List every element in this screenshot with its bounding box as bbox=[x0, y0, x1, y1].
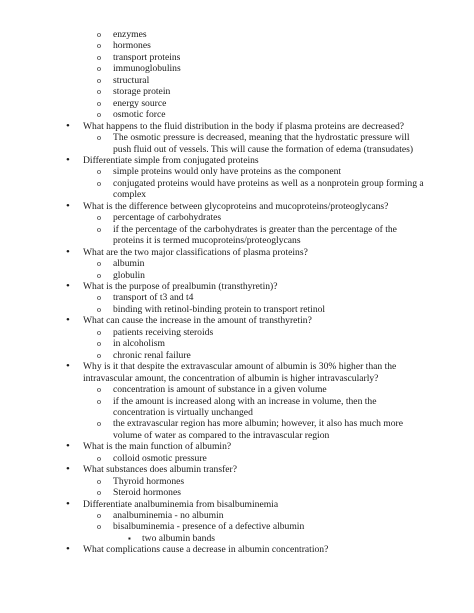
outline-line-level-2 bbox=[0, 407, 474, 418]
outline-line-level-2 bbox=[0, 132, 474, 143]
outline-line-level-2 bbox=[0, 453, 474, 464]
outline-line-level-2 bbox=[0, 430, 474, 441]
outline-line-level-2 bbox=[0, 384, 474, 395]
line-text: What substances does albumin transfer? bbox=[83, 464, 237, 476]
outline-line-level-2 bbox=[0, 224, 474, 235]
line-text: What is the main function of albumin? bbox=[83, 441, 232, 453]
line-text: Differentiate analbuminemia from bisalbuminemia bbox=[83, 498, 279, 510]
bullet-icon: • bbox=[66, 463, 70, 476]
line-text: Steroid hormones bbox=[113, 487, 181, 499]
outline-line-level-2 bbox=[0, 40, 474, 51]
circle-bullet-icon: o bbox=[97, 293, 101, 303]
outline-line-level-2 bbox=[0, 327, 474, 338]
circle-bullet-icon: o bbox=[97, 75, 101, 85]
line-text: if the percentage of the carbohydrates is greater than the percentage of the bbox=[113, 223, 397, 235]
outline-line-level-2 bbox=[0, 292, 474, 303]
outline-line-level-1 bbox=[0, 201, 474, 212]
outline-line-level-2 bbox=[0, 396, 474, 407]
outline-line-level-3 bbox=[0, 533, 474, 544]
outline-list bbox=[0, 29, 474, 556]
line-text: volume of water as compared to the intravascular region bbox=[113, 429, 330, 441]
circle-bullet-icon: o bbox=[97, 259, 101, 269]
outline-line-level-1 bbox=[0, 247, 474, 258]
line-text: conjugated proteins would have proteins as well as a nonprotein group forming a bbox=[113, 177, 424, 189]
outline-line-level-2 bbox=[0, 510, 474, 521]
outline-line-level-2 bbox=[0, 212, 474, 223]
line-text: What can cause the increase in the amount of transthyretin? bbox=[83, 315, 312, 327]
outline-line-level-2 bbox=[0, 521, 474, 532]
outline-line-level-1 bbox=[0, 121, 474, 132]
circle-bullet-icon: o bbox=[97, 339, 101, 349]
circle-bullet-icon: o bbox=[97, 98, 101, 108]
outline-line-level-1 bbox=[0, 544, 474, 555]
circle-bullet-icon: o bbox=[97, 87, 101, 97]
line-text: patients receiving steroids bbox=[113, 326, 214, 338]
circle-bullet-icon: o bbox=[97, 133, 101, 143]
circle-bullet-icon: o bbox=[97, 213, 101, 223]
outline-line-level-2 bbox=[0, 29, 474, 40]
line-text: the extravascular region has more albumin; however, it also has much more bbox=[113, 418, 403, 430]
outline-line-level-1 bbox=[0, 464, 474, 475]
line-text: bisalbuminemia - presence of a defective albumin bbox=[113, 521, 305, 533]
outline-line-level-2 bbox=[0, 476, 474, 487]
outline-line-level-2 bbox=[0, 418, 474, 429]
line-text: What is the difference between glycoproteins and mucoproteins/proteoglycans? bbox=[83, 200, 389, 212]
circle-bullet-icon: o bbox=[97, 52, 101, 62]
circle-bullet-icon: o bbox=[97, 41, 101, 51]
line-text: What happens to the fluid distribution in the body if plasma proteins are decreased? bbox=[83, 120, 405, 132]
line-text: The osmotic pressure is decreased, meaning that the hydrostatic pressure will bbox=[113, 132, 410, 144]
circle-bullet-icon: o bbox=[97, 64, 101, 74]
circle-bullet-icon: o bbox=[97, 385, 101, 395]
outline-line-level-2 bbox=[0, 98, 474, 109]
circle-bullet-icon: o bbox=[97, 110, 101, 120]
outline-line-level-2 bbox=[0, 270, 474, 281]
line-text: storage protein bbox=[113, 86, 171, 98]
circle-bullet-icon: o bbox=[97, 224, 101, 234]
line-text: push fluid out of vessels. This will cause the formation of edema (transudates) bbox=[113, 143, 414, 155]
line-text: if the amount is increased along with an increase in volume, then the bbox=[113, 395, 377, 407]
circle-bullet-icon: o bbox=[97, 304, 101, 314]
line-text: chronic renal failure bbox=[113, 349, 191, 361]
line-text: hormones bbox=[113, 40, 151, 52]
outline-line-level-1 bbox=[0, 361, 474, 372]
circle-bullet-icon: o bbox=[97, 167, 101, 177]
line-text: concentration is virtually unchanged bbox=[113, 406, 253, 418]
circle-bullet-icon: o bbox=[97, 396, 101, 406]
line-text: osmotic force bbox=[113, 109, 166, 121]
bullet-icon: • bbox=[66, 497, 70, 510]
bullet-icon: • bbox=[66, 245, 70, 258]
outline-line-level-2 bbox=[0, 235, 474, 246]
line-text: immunoglobulins bbox=[113, 63, 181, 75]
circle-bullet-icon: o bbox=[97, 511, 101, 521]
line-text: Why is it that despite the extravascular amount of albumin is 30% higher than the bbox=[83, 361, 397, 373]
line-text: enzymes bbox=[113, 29, 147, 40]
outline-line-level-2 bbox=[0, 109, 474, 120]
bullet-icon: • bbox=[66, 153, 70, 166]
line-text: transport proteins bbox=[113, 51, 181, 63]
line-text: globulin bbox=[113, 269, 145, 281]
line-text: proteins it is termed mucoproteins/proteoglycans bbox=[113, 235, 301, 247]
outline-line-level-2 bbox=[0, 350, 474, 361]
line-text: transport of t3 and t4 bbox=[113, 292, 194, 304]
line-text: binding with retinol-binding protein to transport retinol bbox=[113, 303, 326, 315]
outline-line-level-2 bbox=[0, 52, 474, 63]
outline-line-level-2 bbox=[0, 258, 474, 269]
outline-line-level-2 bbox=[0, 178, 474, 189]
line-text: two albumin bands bbox=[142, 532, 216, 544]
line-text: simple proteins would only have proteins as the component bbox=[113, 166, 342, 178]
bullet-icon: • bbox=[66, 199, 70, 212]
outline-line-level-2 bbox=[0, 304, 474, 315]
line-text: percentage of carbohydrates bbox=[113, 212, 222, 224]
circle-bullet-icon: o bbox=[97, 270, 101, 280]
line-text: Thyroid hormones bbox=[113, 475, 185, 487]
outline-line-level-1 bbox=[0, 155, 474, 166]
outline-line-level-2 bbox=[0, 338, 474, 349]
line-text: What are the two major classifications of plasma proteins? bbox=[83, 246, 308, 258]
circle-bullet-icon: o bbox=[97, 476, 101, 486]
bullet-icon: • bbox=[66, 279, 70, 292]
outline-line-level-1 bbox=[0, 373, 474, 384]
outline-line-level-1 bbox=[0, 315, 474, 326]
line-text: in alcoholism bbox=[113, 338, 165, 350]
circle-bullet-icon: o bbox=[97, 522, 101, 532]
line-text: intravascular amount, the concentration of albumin is higher intravascularly? bbox=[83, 372, 379, 384]
line-text: analbuminemia - no albumin bbox=[113, 510, 224, 522]
square-bullet-icon: ▪ bbox=[128, 533, 131, 543]
circle-bullet-icon: o bbox=[97, 453, 101, 463]
line-text: concentration is amount of substance in a given volume bbox=[113, 384, 327, 396]
line-text: complex bbox=[113, 189, 147, 201]
outline-line-level-1 bbox=[0, 499, 474, 510]
circle-bullet-icon: o bbox=[97, 30, 101, 39]
outline-line-level-2 bbox=[0, 144, 474, 155]
line-text: structural bbox=[113, 74, 150, 86]
line-text: What is the purpose of prealbumin (transthyretin)? bbox=[83, 280, 278, 292]
line-text: albumin bbox=[113, 258, 145, 270]
circle-bullet-icon: o bbox=[97, 327, 101, 337]
circle-bullet-icon: o bbox=[97, 488, 101, 498]
outline-line-level-2 bbox=[0, 63, 474, 74]
bullet-icon: • bbox=[66, 543, 70, 556]
line-text: Differentiate simple from conjugated proteins bbox=[83, 154, 259, 166]
bullet-icon: • bbox=[66, 119, 70, 132]
line-text: What complications cause a decrease in albumin concentration? bbox=[83, 544, 329, 556]
outline-line-level-2 bbox=[0, 166, 474, 177]
line-text: colloid osmotic pressure bbox=[113, 452, 207, 464]
circle-bullet-icon: o bbox=[97, 419, 101, 429]
outline-line-level-1 bbox=[0, 441, 474, 452]
outline-line-level-2 bbox=[0, 86, 474, 97]
circle-bullet-icon: o bbox=[97, 178, 101, 188]
line-text: energy source bbox=[113, 97, 167, 109]
bullet-icon: • bbox=[66, 440, 70, 453]
outline-line-level-1 bbox=[0, 281, 474, 292]
circle-bullet-icon: o bbox=[97, 350, 101, 360]
outline-line-level-2 bbox=[0, 189, 474, 200]
outline-line-level-2 bbox=[0, 487, 474, 498]
outline-line-level-2 bbox=[0, 75, 474, 86]
bullet-icon: • bbox=[66, 360, 70, 373]
bullet-icon: • bbox=[66, 314, 70, 327]
